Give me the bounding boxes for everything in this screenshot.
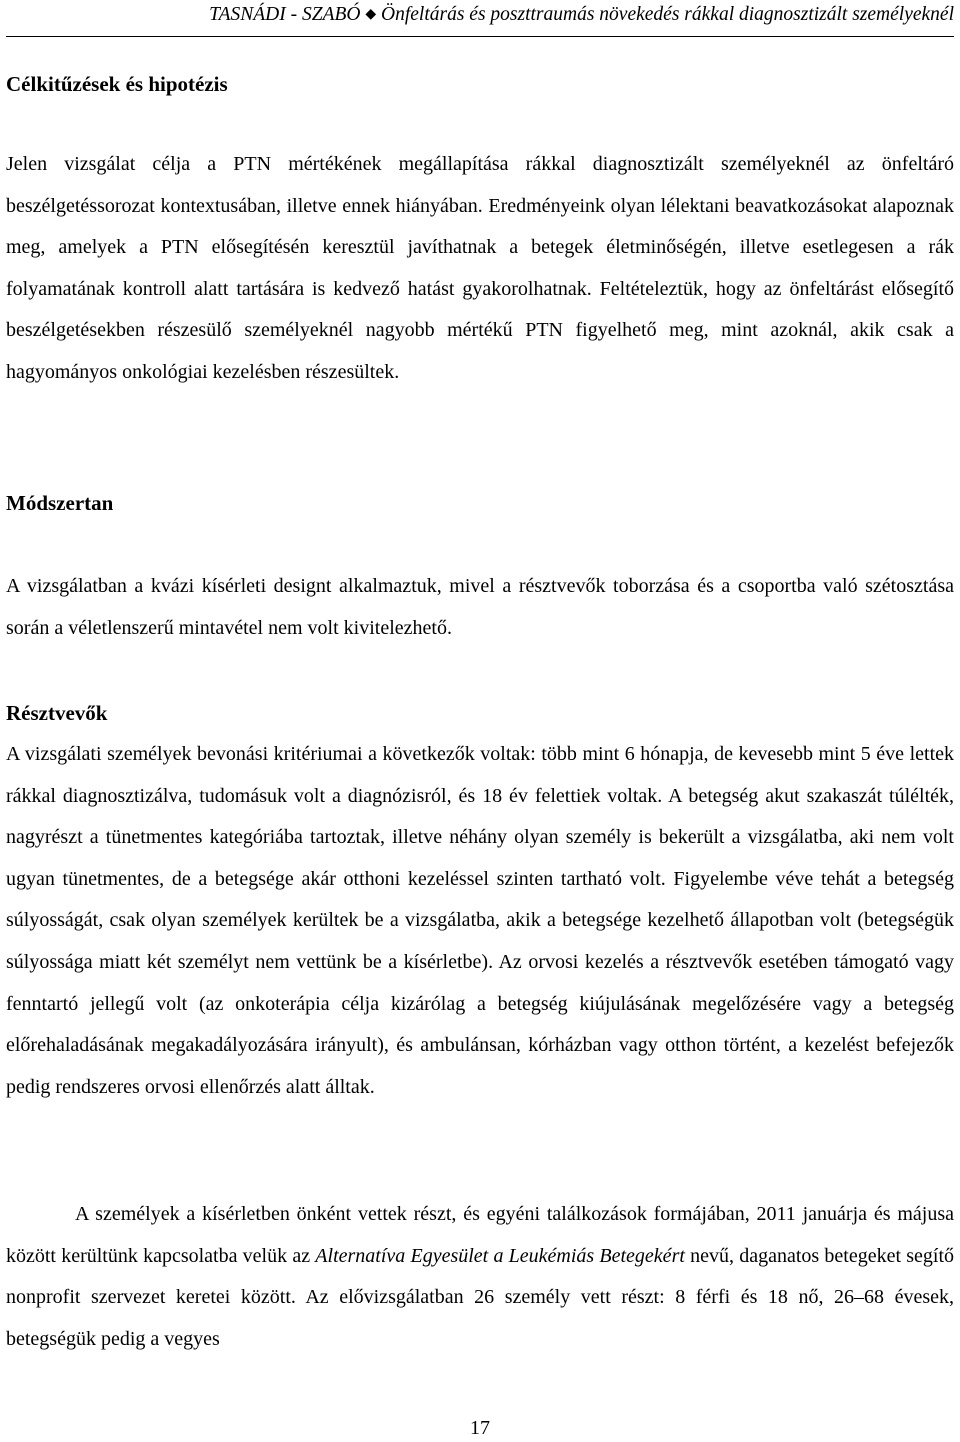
paragraph-goals: Jelen vizsgálat célja a PTN mértékének megállapítása rákkal diagnosztizált személyeknél az önfeltáró beszélgetéssorozat kontextusában, illetve ennek hiányában. Eredményeink olyan lélektani beavatkozásokat alapoznak meg, amelyek a PTN elősegítésén keresztül javíthatnak a betegek életminőségén, illetve esetlegesen a rák folyamatának kontroll alatt tartására is kedvező hatást gyakorolhatnak. Feltételeztük, hogy az önfeltárást elősegítő beszélgetésekben részesülő személyeknél nagyobb mértékű PTN figyelhető meg, mint azoknál, akik csak a hagyományos onkológiai kezelésben részesültek. <box>6 153 954 383</box>
section-heading-participants: Résztvevők <box>6 701 108 725</box>
section-heading-methods: Módszertan <box>6 491 114 515</box>
diamond-icon: ◆ <box>365 7 377 22</box>
recruitment-text-before: A személyek a kísérletben önként vettek részt, és egyéni találkozások formájában, 2011 januárja és májusa között kerültünk kapcsolatba velük az <box>6 1203 954 1267</box>
paragraph-participants-recruitment <box>6 1194 954 1360</box>
recruitment-text-after: nevű, daganatos betegeket segítő nonprofit szervezet keretei között. Az elővizsgálatban 26 személy vett részt: 8 férfi és 18 nő, 26–68 évesek, betegségük pedig a vegyes <box>6 1244 954 1350</box>
organization-name: Alternatíva Egyesület a Leukémiás Betegekért <box>315 1244 685 1267</box>
header-title: Önfeltárás és poszttraumás növekedés rákkal diagnosztizált személyeknél <box>381 4 954 25</box>
paragraph-methods: A vizsgálatban a kvázi kísérleti designt alkalmaztuk, mivel a résztvevők toborzása és a csoportba való szétosztása során a véletlenszerű mintavétel nem volt kivitelezhető. <box>6 575 954 639</box>
page-number: 17 <box>470 1417 490 1439</box>
section-heading-goals: Célkitűzések és hipotézis <box>6 72 228 96</box>
document-page <box>6 0 954 1442</box>
header-authors: TASNÁDI - SZABÓ <box>209 4 361 25</box>
paragraph-participants-criteria: A vizsgálati személyek bevonási kritériumai a következők voltak: több mint 6 hónapja, de kevesebb mint 5 éve lettek rákkal diagnosztizálva, tudomásuk volt a diagnózisról, és 18 év felettiek voltak. A betegség akut szakaszát túlélték, nagyrészt a tünetmentes kategóriába tartoztak, illetve néhány olyan személy is bekerült a vizsgálatba, aki nem volt ugyan tünetmentes, de a betegsége akár otthoni kezeléssel szinten tartható volt. Figyelembe véve tehát a betegség súlyosságát, csak olyan személyek kerültek be a vizsgálatba, akik a betegsége kezelhető állapotban volt (betegségük súlyossága miatt két személyt nem vettünk be a kísérletbe). Az orvosi kezelés a résztvevők esetében támogató vagy fenntartó jellegű volt (az onkoterápia célja kizárólag a betegség kiújulásának megelőzésére vagy a betegség előrehaladásának megakadályozására irányult), és ambulánsan, kórházban vagy otthon történt, a kezelést befejezők pedig rendszeres orvosi ellenőrzés alatt álltak. <box>6 743 954 1098</box>
running-header <box>6 2 954 30</box>
header-rule <box>6 36 954 37</box>
